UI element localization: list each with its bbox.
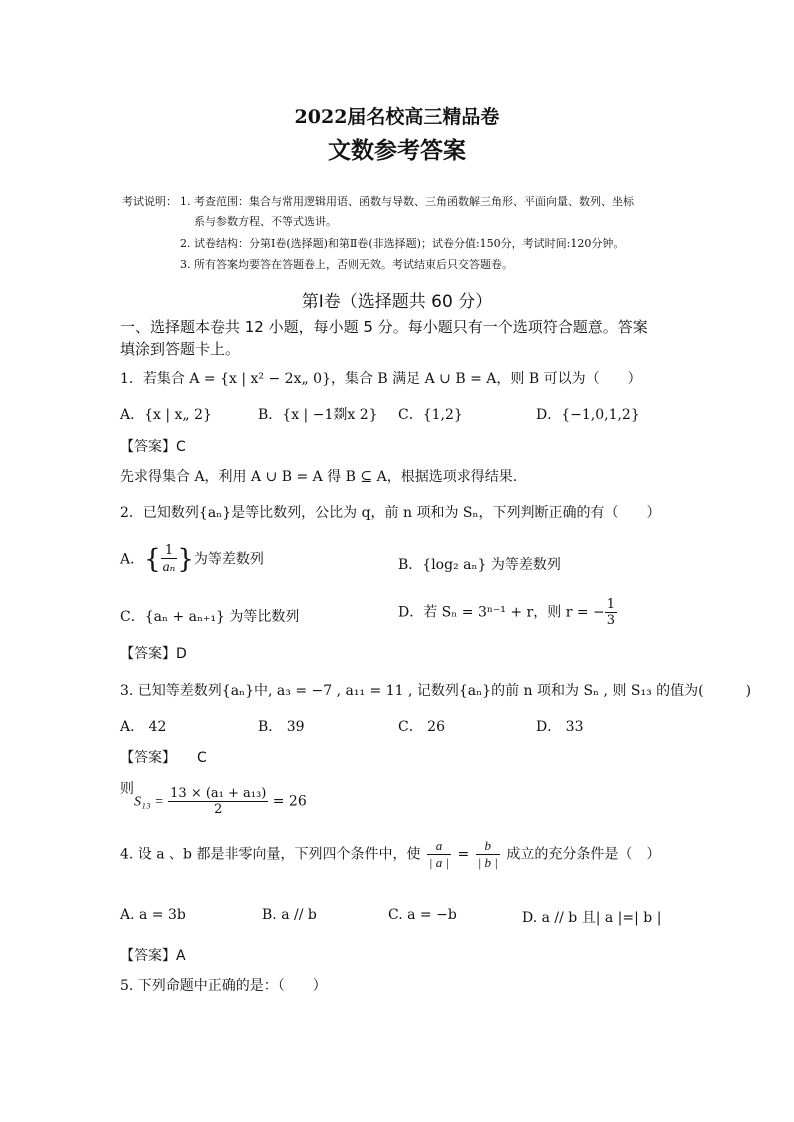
q4-frac1-den: | a |	[428, 855, 450, 870]
q2-answer: 【答案】D	[120, 646, 187, 662]
q3-answer: 【答案】 C	[120, 750, 207, 766]
instruction-item-2: 2. 试卷结构：分第Ⅰ卷(选择题)和第Ⅱ卷(非选择题)；试卷分值:150分，考试时间:120分钟。	[180, 237, 625, 250]
q2-a-frac-num: 1	[161, 543, 178, 559]
q3-expl-rhs: = 26	[272, 793, 307, 810]
brace-close-icon: }	[177, 544, 194, 575]
q2-option-c: C．{aₙ + aₙ₊₁} 为等比数列	[120, 609, 300, 625]
q4-stem-post: 成立的充分条件是（ ）	[506, 846, 661, 863]
q2-d-text: D．若 Sₙ = 3ⁿ⁻¹ + r，则 r = −	[398, 604, 605, 621]
q5-stem: 5. 下列命题中正确的是：（ ）	[120, 978, 327, 994]
q3-expl-prefix: 则	[120, 781, 134, 797]
instruction-item-1-cont: 系与参数方程、不等式选讲。	[194, 215, 337, 228]
q4-option-c: C. a = −b	[388, 907, 457, 923]
q4-option-b: B. a // b	[262, 907, 317, 923]
q3-option-c: C． 26	[398, 719, 445, 735]
q3-expl-den: 2	[214, 802, 223, 817]
q1-answer: 【答案】C	[120, 439, 186, 455]
q4-frac2-den: | b |	[477, 855, 498, 870]
q3-option-a: A． 42	[120, 719, 167, 735]
q4-frac2-num: b	[476, 838, 500, 855]
q4-stem-pre: 4. 设 a 、b 都是非零向量，下列四个条件中，使	[120, 846, 421, 863]
instruction-item-3: 3. 所有答案均要答在答题卷上，否则无效。考试结束后只交答题卷。	[180, 258, 513, 271]
q1-option-b: B．{x | −1剟x 2}	[258, 407, 378, 423]
instruction-item-1: 1. 考查范围：集合与常用逻辑用语、函数与导数、三角函数解三角形、平面向量、数列、坐标	[180, 195, 634, 208]
q1-option-d: D．{−1,0,1,2}	[536, 407, 640, 423]
q2-option-d	[398, 597, 617, 628]
q4-option-d: D. a // b 且| a |=| b |	[522, 910, 662, 926]
q2-a-frac-den: aₙ	[162, 560, 176, 575]
q2-option-b: B．{log₂ aₙ} 为等差数列	[398, 557, 561, 573]
q3-expl-num: 13 × (a₁ + a₁₃)	[170, 786, 267, 801]
brace-open-icon: {	[144, 544, 161, 575]
q2-option-a: A．{ $\frac{1}{\text{aₙ}}$ }为等差数列	[120, 543, 264, 575]
q4-option-a: A. a = 3b	[120, 907, 186, 923]
q4-stem: 4. 设 a 、b 都是非零向量，下列四个条件中，使 $\frac{a}{| a |}$ = $\frac{b}{| b |}$ 成立的充分条件是（ ）	[120, 838, 661, 870]
q4-frac1-num: a	[427, 838, 451, 855]
section-intro-line2: 填涂到答题卡上。	[120, 340, 241, 358]
q2-stem: 2．已知数列{aₙ}是等比数列，公比为 q，前 n 项和为 Sₙ，下列判断正确的有（ ）	[120, 505, 661, 521]
document-subtitle: 文数参考答案	[328, 137, 466, 164]
q1-stem: 1．若集合 A = {x | x² − 2x„ 0}，集合 B 满足 A ∪ B = A，则 B 可以为（ ）	[120, 371, 642, 387]
q3-stem: 3. 已知等差数列{aₙ}中, a₃ = −7 , a₁₁ = 11 , 记数列{aₙ}的前 n 项和为 Sₙ , 则 S₁₃ 的值为( )	[120, 683, 752, 699]
section-intro-line1: 一、选择题本卷共 12 小题，每小题 5 分。每小题只有一个选项符合题意。答案	[120, 318, 648, 336]
q3-option-d: D． 33	[536, 719, 584, 735]
q3-expl-formula	[134, 786, 307, 817]
q4-answer: 【答案】A	[120, 948, 186, 964]
q1-option-a: A．{x | x„ 2}	[120, 407, 212, 423]
q3-expl-lhs: S₁₃ =	[134, 794, 164, 810]
section-title: 第Ⅰ卷（选择题共 60 分）	[301, 292, 493, 312]
q1-option-c: C．{1,2}	[398, 407, 463, 423]
q2-a-text: 为等差数列	[193, 551, 264, 568]
instructions-label: 考试说明：	[122, 195, 177, 208]
q2-d-frac-num: 1	[606, 597, 616, 612]
document-title: 2022届名校高三精品卷	[294, 106, 500, 128]
q2-d-frac-den: 3	[606, 613, 616, 628]
q1-explanation: 先求得集合 A，利用 A ∪ B = A 得 B ⊆ A，根据选项求得结果.	[120, 469, 518, 485]
q3-option-b: B． 39	[258, 719, 305, 735]
